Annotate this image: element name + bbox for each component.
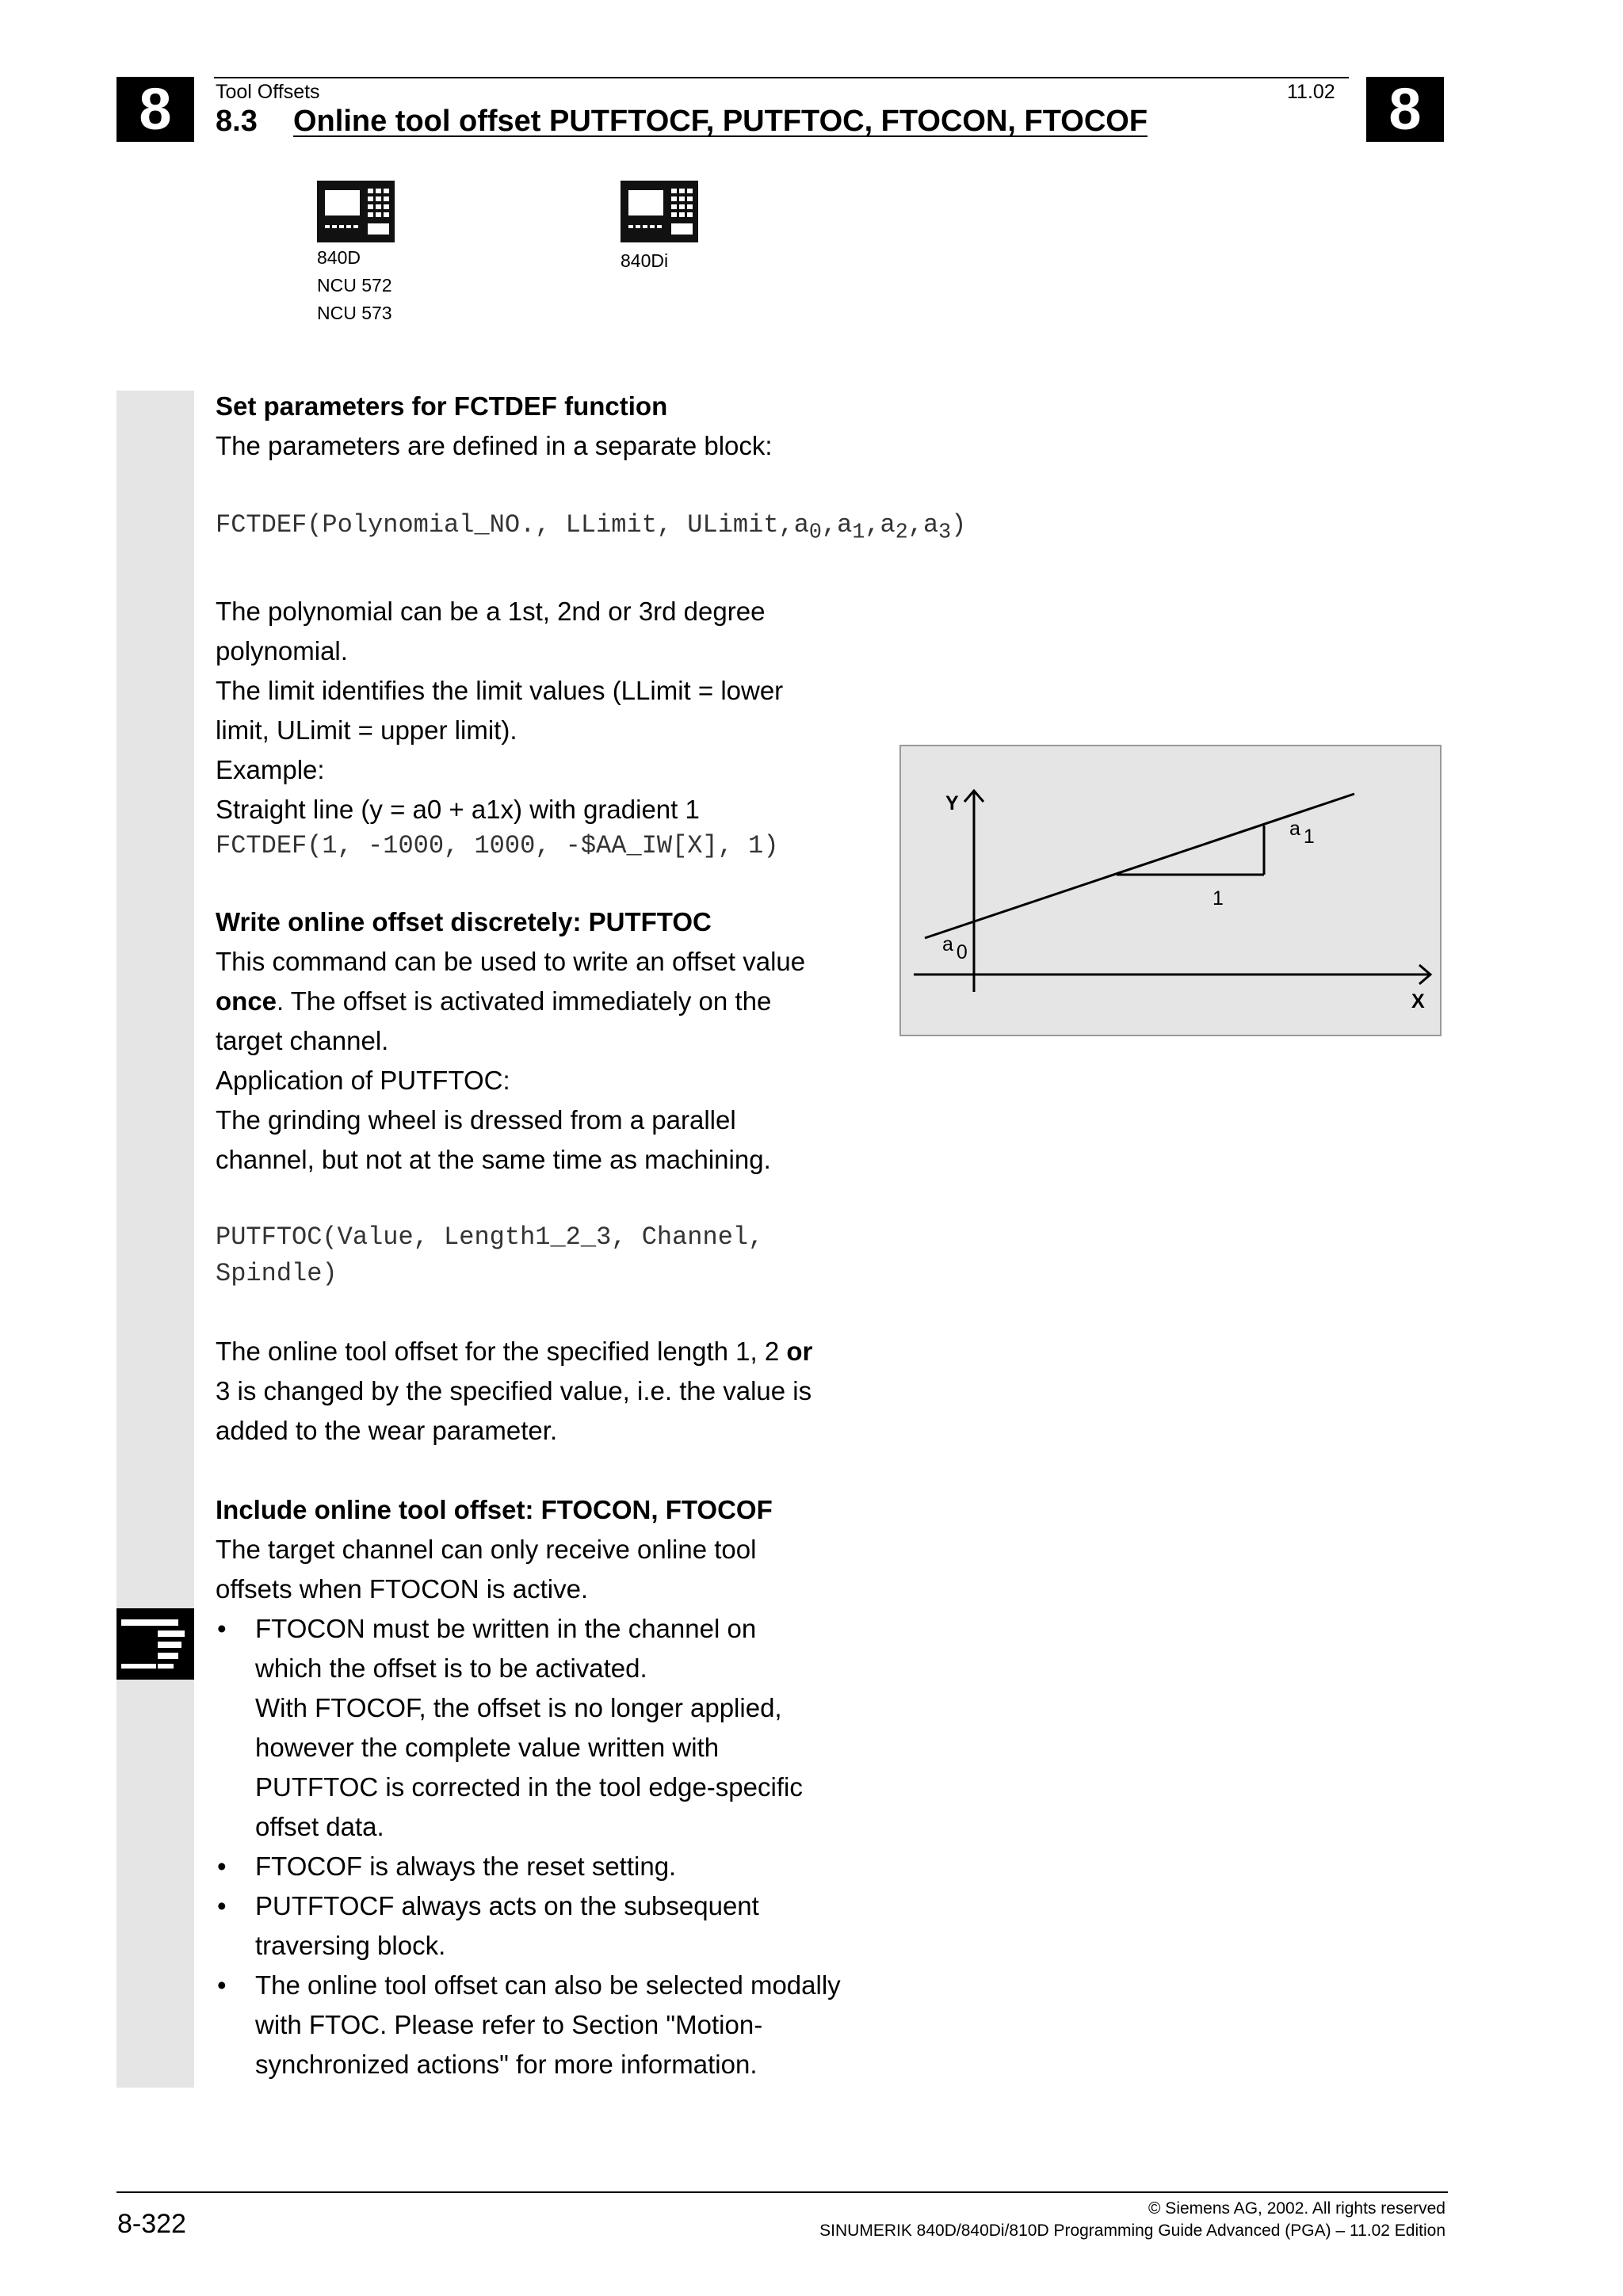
fctdef-intro: The parameters are defined in a separate block: [216, 431, 773, 460]
control-840di-labels [621, 247, 668, 275]
online-desc: added to the wear parameter. [216, 1416, 558, 1446]
control-840di [621, 181, 698, 246]
section-title: Online tool offset PUTFTOCF, PUTFTOC, FTOCON, FTOCOF [293, 105, 1148, 138]
list-item: • FTOCON must be written in the channel on which the offset is to be activated. With FTOCOF, the offset is no longer applied, however the complete value written with PUTFTOC is corrected in the tool edge-specific offset data. [216, 1609, 897, 1847]
putftoc-heading: Write online offset discretely: PUTFTOC [216, 907, 712, 937]
page-number: 8-322 [117, 2209, 186, 2239]
ftocon-desc: The target channel can only receive online tool [216, 1535, 757, 1565]
putftoc-desc: This command can be used to write an offset value [216, 947, 806, 977]
gradient-diagram [899, 745, 1442, 1036]
control-840d-labels [317, 244, 392, 327]
poly-desc: The polynomial can be a 1st, 2nd or 3rd degree [216, 597, 766, 627]
putftoc-code: Spindle) [216, 1259, 338, 1289]
section-number: 8.3 [216, 105, 258, 138]
online-desc: 3 is changed by the specified value, i.e. the value is [216, 1376, 812, 1406]
fctdef-heading: Set parameters for FCTDEF function [216, 391, 668, 421]
control-label: 840D [317, 247, 361, 268]
control-label: NCU 573 [317, 303, 392, 323]
chapter-number-left: 8 [116, 77, 194, 142]
function-line [925, 794, 1354, 938]
y-axis-label: Y [945, 792, 959, 814]
online-desc: The online tool offset for the specified length 1, 2 or [216, 1337, 813, 1367]
edition-label: 11.02 [1287, 81, 1335, 103]
list-item: • FTOCOF is always the reset setting. [216, 1847, 897, 1886]
app-desc: channel, but not at the same time as machining. [216, 1145, 771, 1175]
note-hand-icon [116, 1608, 194, 1680]
ftocon-bullet-list [216, 1609, 897, 2084]
app-desc: The grinding wheel is dressed from a parallel [216, 1105, 736, 1135]
ftocon-desc: offsets when FTOCON is active. [216, 1574, 589, 1604]
section-label: Tool Offsets [216, 81, 320, 103]
ftocon-heading: Include online tool offset: FTOCON, FTOCOF [216, 1495, 773, 1525]
control-840d [317, 181, 395, 246]
putftoc-code: PUTFTOC(Value, Length1_2_3, Channel, [216, 1222, 764, 1253]
limit-desc: The limit identifies the limit values (LLimit = lower [216, 676, 784, 706]
margin-bar [116, 391, 194, 2088]
example-desc: Straight line (y = a0 + a1x) with gradient 1 [216, 795, 700, 825]
copyright: © Siemens AG, 2002. All rights reserved [1148, 2199, 1445, 2218]
a1-label: a 1 [1289, 818, 1315, 848]
main-content [216, 387, 967, 2084]
list-item: • The online tool offset can also be selected modally with FTOC. Please refer to Section "Motion- synchronized actions" for more information. [216, 1966, 897, 2084]
header-top-rule [214, 77, 1349, 78]
footer-rule [116, 2191, 1448, 2193]
control-panel-icon [621, 181, 698, 242]
example-label: Example: [216, 755, 325, 785]
fctdef-syntax: FCTDEF(Polynomial_NO., LLimit, $ULimit,a_0,a_1,a_2,a_3$) [216, 510, 967, 545]
poly-desc: polynomial. [216, 636, 348, 666]
list-item: • PUTFTOCF always acts on the subsequent traversing block. [216, 1886, 897, 1966]
run-label: 1 [1212, 887, 1224, 910]
a0-label: a 0 [942, 933, 968, 963]
control-label: NCU 572 [317, 275, 392, 296]
x-axis-label: X [1411, 990, 1425, 1013]
book-title: SINUMERIK 840D/840Di/810D Programming Guide Advanced (PGA) – 11.02 Edition [819, 2222, 1445, 2240]
limit-desc: limit, ULimit = upper limit). [216, 715, 517, 746]
control-label: 840Di [621, 250, 669, 271]
control-panel-icon [317, 181, 395, 242]
example-code: FCTDEF(1, -1000, 1000, -$AA_IW[X], 1) [216, 831, 779, 861]
putftoc-desc: once. The offset is activated immediately on the [216, 986, 772, 1016]
page-title [216, 105, 1148, 139]
app-label: Application of PUTFTOC: [216, 1066, 510, 1096]
chapter-number-right: 8 [1366, 77, 1444, 142]
putftoc-desc: target channel. [216, 1026, 389, 1056]
